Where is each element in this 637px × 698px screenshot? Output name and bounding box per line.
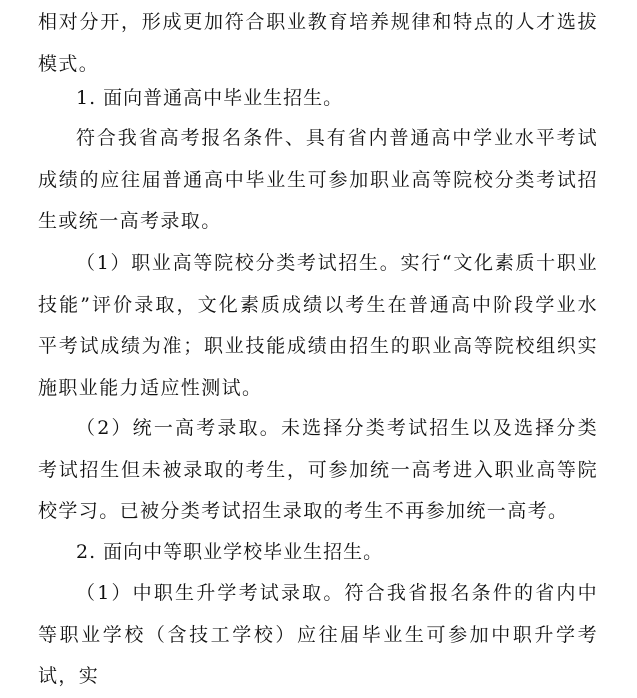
section-heading-vocational-graduates: 2. 面向中等职业学校毕业生招生。 — [76, 541, 384, 563]
paragraph-continuation: 相对分开，形成更加符合职业教育培养规律和特点的人才选拔模式。 — [38, 11, 598, 75]
paragraph-vocational-exam: （1）中职生升学考试录取。符合我省报名条件的省内中等职业学校（含技工学校）应往届毕业生可参加中职升学考试，实 — [38, 582, 598, 687]
section-heading-high-school-graduates: 1. 面向普通高中毕业生招生。 — [76, 87, 344, 109]
paragraph-classified-exam: （1）职业高等院校分类考试招生。实行“文化素质十职业技能”评价录取，文化素质成绩以考生在普通高中阶段学业水平考试成绩为准；职业技能成绩由招生的职业高等院校组织实施职业能力适应性测试。 — [38, 252, 598, 399]
paragraph-unified-exam: （2）统一高考录取。未选择分类考试招生以及选择分类考试招生但未被录取的考生，可参加统一高考进入职业高等院校学习。已被分类考试招生录取的考生不再参加统一高考。 — [38, 417, 598, 522]
paragraph-eligibility: 符合我省高考报名条件、具有省内普通高中学业水平考试成绩的应往届普通高中毕业生可参加职业高等院校分类考试招生或统一高考录取。 — [38, 127, 598, 232]
